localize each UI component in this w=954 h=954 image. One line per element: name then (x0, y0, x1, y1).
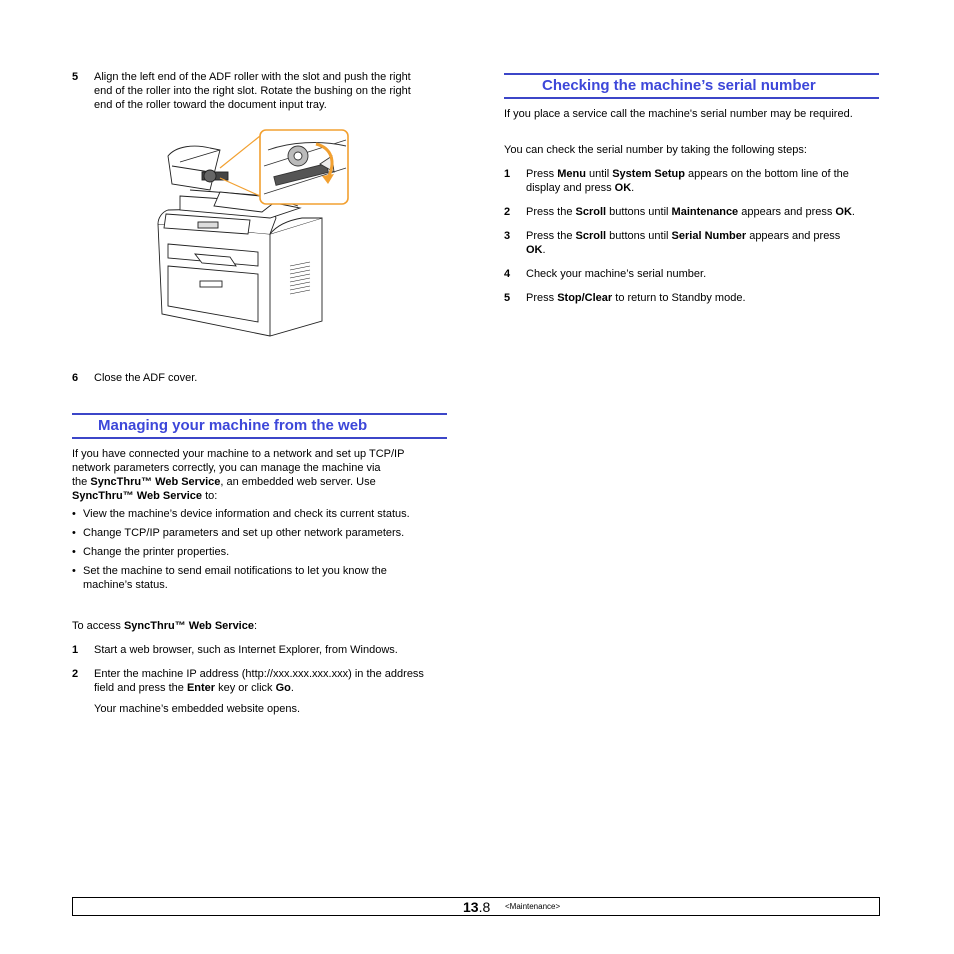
step-number: 1 (504, 168, 511, 180)
adf-step-5 (72, 70, 452, 114)
access-line: To access SyncThru™ Web Service: (72, 620, 258, 632)
web-intro-paragraph (72, 447, 452, 503)
bullet-dot: • (72, 546, 76, 558)
list-item-text: Change TCP/IP parameters and set up other network parameters. (83, 527, 405, 539)
web-step-1 (72, 643, 452, 659)
printer-adf-roller-illustration (150, 126, 350, 351)
list-item-text: Change the printer properties. (83, 546, 230, 558)
step-text: Press the Scroll buttons until Maintenance appears and press OK. (526, 206, 855, 218)
step-number: 4 (504, 268, 511, 280)
step-number: 1 (72, 644, 79, 656)
step-text: Press Stop/Clear to return to Standby mode. (526, 292, 746, 304)
step-number: 3 (504, 230, 511, 242)
heading-text: Checking the machine’s serial number (542, 77, 816, 94)
serial-step-2 (504, 205, 880, 221)
serial-step-3 (504, 229, 880, 259)
serial-intro-2: You can check the serial number by taking the following steps: (504, 144, 807, 156)
page-number (463, 899, 490, 915)
bullet-dot: • (72, 508, 76, 520)
section-heading-web (72, 413, 447, 439)
step-number: 5 (504, 292, 511, 304)
step-text: Align the left end of the ADF roller with the slot and push the right (94, 71, 411, 83)
list-item-text: Set the machine to send email notifications to let you know the (83, 565, 387, 577)
step-number: 6 (72, 372, 79, 384)
bullet-dot: • (72, 565, 76, 577)
intro-line: SyncThru™ Web Service to: (72, 490, 218, 502)
chapter-number: 13 (463, 899, 479, 915)
step-number: 2 (504, 206, 511, 218)
serial-step-4 (504, 267, 880, 283)
page-suffix: .8 (478, 899, 491, 915)
step-text: Check your machine’s serial number. (526, 268, 707, 280)
bullet-dot: • (72, 527, 76, 539)
intro-line: the SyncThru™ Web Service, an embedded web server. Use (72, 476, 376, 488)
step-text: display and press OK. (526, 182, 635, 194)
serial-intro-1: If you place a service call the machine's serial number may be required. (504, 108, 853, 120)
serial-step-1 (504, 167, 880, 197)
adf-step-6 (72, 371, 452, 387)
step-text: Start a web browser, such as Internet Explorer, from Windows. (94, 644, 398, 656)
page-footer (72, 897, 880, 916)
step-text: end of the roller toward the document input tray. (94, 99, 327, 111)
section-label: <Maintenance> (505, 902, 561, 911)
step-text: OK. (526, 244, 546, 256)
serial-step-5 (504, 291, 880, 307)
heading-text: Managing your machine from the web (98, 417, 368, 434)
step-text: Press the Scroll buttons until Serial Number appears and press (526, 230, 841, 242)
web-step-2 (72, 667, 452, 697)
list-item-text: View the machine’s device information and check its current status. (83, 508, 410, 520)
list-item-text: machine’s status. (83, 579, 168, 591)
step-text: field and press the Enter key or click Go. (94, 682, 294, 694)
section-heading-serial (504, 73, 879, 99)
step-note: Your machine’s embedded website opens. (94, 703, 301, 715)
step-text: Press Menu until System Setup appears on the bottom line of the (526, 168, 849, 180)
step-text: Close the ADF cover. (94, 372, 198, 384)
step-text: Enter the machine IP address (http://xxx.xxx.xxx.xxx) in the address (94, 668, 424, 680)
step-number: 5 (72, 71, 79, 83)
intro-line: network parameters correctly, you can manage the machine via (72, 462, 381, 474)
intro-line: If you have connected your machine to a network and set up TCP/IP (72, 448, 405, 460)
step-number: 2 (72, 668, 79, 680)
step-text: end of the roller into the right slot. Rotate the bushing on the right (94, 85, 411, 97)
